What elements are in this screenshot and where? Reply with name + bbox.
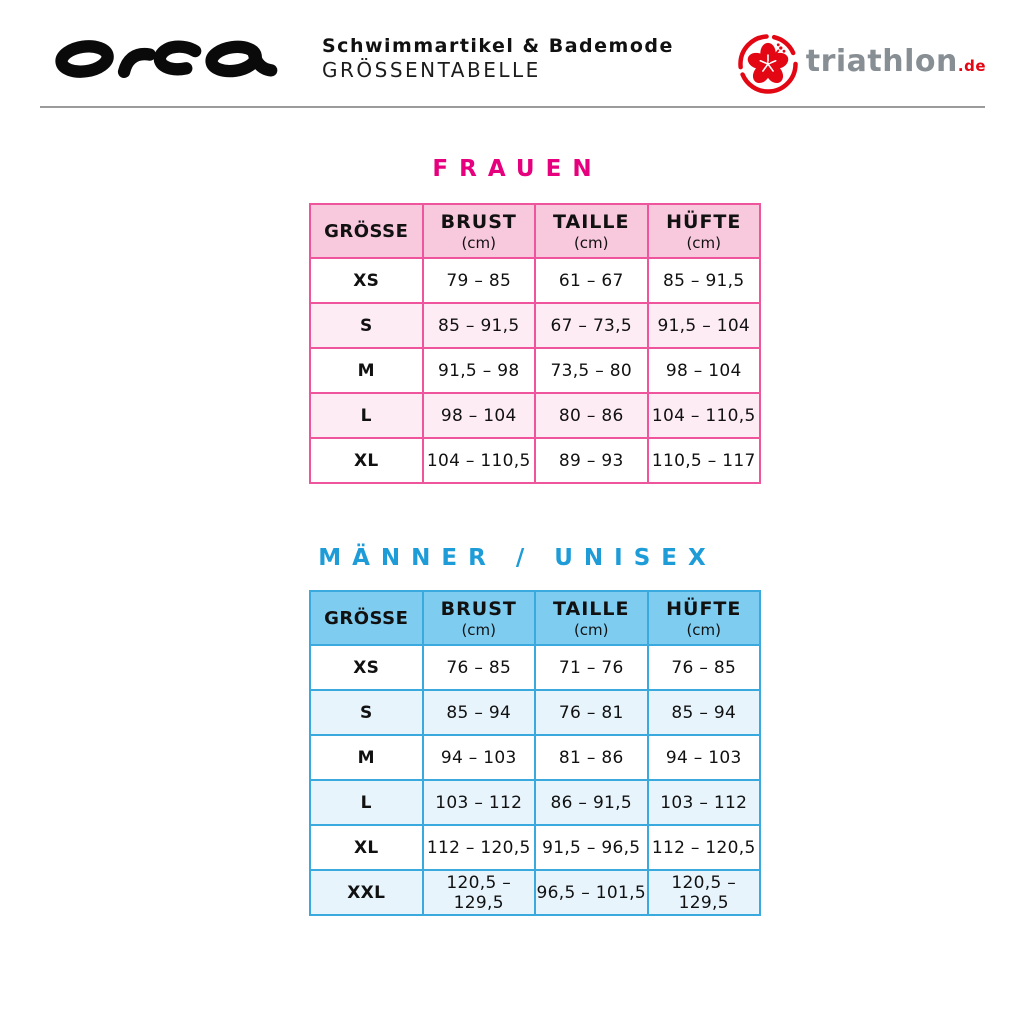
table-row bbox=[310, 348, 760, 393]
table-row bbox=[310, 438, 760, 483]
huefte-cell: 103 – 112 bbox=[648, 780, 761, 825]
partner-tld: .de bbox=[957, 57, 986, 75]
taille-cell: 89 – 93 bbox=[535, 438, 648, 483]
table-row bbox=[310, 780, 760, 825]
subtitle-line1: Schwimmartikel & Bademode bbox=[322, 35, 674, 57]
page-title: GRÖSSENTABELLE bbox=[322, 57, 541, 82]
brust-cell: 91,5 – 98 bbox=[423, 348, 536, 393]
partner-name: triathlon.de bbox=[805, 44, 986, 79]
size-label-cell: L bbox=[310, 780, 423, 825]
size-label-cell: M bbox=[310, 348, 423, 393]
taille-cell: 80 – 86 bbox=[535, 393, 648, 438]
women-col-taille: TAILLE (cm) bbox=[535, 204, 648, 258]
taille-cell: 71 – 76 bbox=[535, 645, 648, 690]
men-col-huefte: HÜFTE (cm) bbox=[648, 591, 761, 645]
orca-logo-icon bbox=[52, 26, 284, 88]
men-header-row bbox=[310, 591, 760, 645]
size-label-cell: XXL bbox=[310, 870, 423, 915]
taille-cell: 76 – 81 bbox=[535, 690, 648, 735]
brust-cell: 120,5 – 129,5 bbox=[423, 870, 536, 915]
taille-cell: 61 – 67 bbox=[535, 258, 648, 303]
table-row bbox=[310, 303, 760, 348]
brust-cell: 103 – 112 bbox=[423, 780, 536, 825]
table-row bbox=[310, 870, 760, 915]
brust-cell: 104 – 110,5 bbox=[423, 438, 536, 483]
partner-logo bbox=[736, 30, 986, 98]
huefte-cell: 94 – 103 bbox=[648, 735, 761, 780]
huefte-cell: 120,5 – 129,5 bbox=[648, 870, 761, 915]
women-header-row bbox=[310, 204, 760, 258]
men-size-table bbox=[309, 590, 761, 916]
brust-cell: 112 – 120,5 bbox=[423, 825, 536, 870]
taille-cell: 91,5 – 96,5 bbox=[535, 825, 648, 870]
size-label-cell: M bbox=[310, 735, 423, 780]
huefte-cell: 76 – 85 bbox=[648, 645, 761, 690]
taille-cell: 67 – 73,5 bbox=[535, 303, 648, 348]
huefte-cell: 110,5 – 117 bbox=[648, 438, 761, 483]
table-row bbox=[310, 258, 760, 303]
size-label-cell: S bbox=[310, 303, 423, 348]
brust-cell: 85 – 94 bbox=[423, 690, 536, 735]
table-row bbox=[310, 690, 760, 735]
table-row bbox=[310, 645, 760, 690]
women-size-table bbox=[309, 203, 761, 484]
brust-cell: 79 – 85 bbox=[423, 258, 536, 303]
taille-cell: 81 – 86 bbox=[535, 735, 648, 780]
taille-cell: 86 – 91,5 bbox=[535, 780, 648, 825]
size-label-cell: XL bbox=[310, 825, 423, 870]
huefte-cell: 104 – 110,5 bbox=[648, 393, 761, 438]
huefte-cell: 91,5 – 104 bbox=[648, 303, 761, 348]
table-row bbox=[310, 825, 760, 870]
men-col-taille: TAILLE (cm) bbox=[535, 591, 648, 645]
huefte-cell: 85 – 94 bbox=[648, 690, 761, 735]
header-divider bbox=[40, 106, 985, 108]
size-label-cell: XS bbox=[310, 645, 423, 690]
table-row bbox=[310, 393, 760, 438]
huefte-cell: 85 – 91,5 bbox=[648, 258, 761, 303]
women-col-huefte: HÜFTE (cm) bbox=[648, 204, 761, 258]
brust-cell: 98 – 104 bbox=[423, 393, 536, 438]
brust-cell: 94 – 103 bbox=[423, 735, 536, 780]
size-label-cell: S bbox=[310, 690, 423, 735]
women-col-brust: BRUST (cm) bbox=[423, 204, 536, 258]
men-col-brust: BRUST (cm) bbox=[423, 591, 536, 645]
header-subtitle bbox=[322, 36, 674, 82]
brust-cell: 85 – 91,5 bbox=[423, 303, 536, 348]
page-header bbox=[0, 0, 1024, 95]
size-label-cell: XS bbox=[310, 258, 423, 303]
women-section-title: FRAUEN bbox=[432, 156, 603, 182]
men-section-title: MÄNNER / UNISEX bbox=[318, 545, 717, 571]
size-label-cell: L bbox=[310, 393, 423, 438]
women-col-groesse: GRÖSSE bbox=[310, 204, 423, 258]
size-label-cell: XL bbox=[310, 438, 423, 483]
huefte-cell: 112 – 120,5 bbox=[648, 825, 761, 870]
brust-cell: 76 – 85 bbox=[423, 645, 536, 690]
men-col-groesse: GRÖSSE bbox=[310, 591, 423, 645]
taille-cell: 73,5 – 80 bbox=[535, 348, 648, 393]
hibiscus-flower-icon bbox=[736, 32, 800, 96]
taille-cell: 96,5 – 101,5 bbox=[535, 870, 648, 915]
table-row bbox=[310, 735, 760, 780]
huefte-cell: 98 – 104 bbox=[648, 348, 761, 393]
